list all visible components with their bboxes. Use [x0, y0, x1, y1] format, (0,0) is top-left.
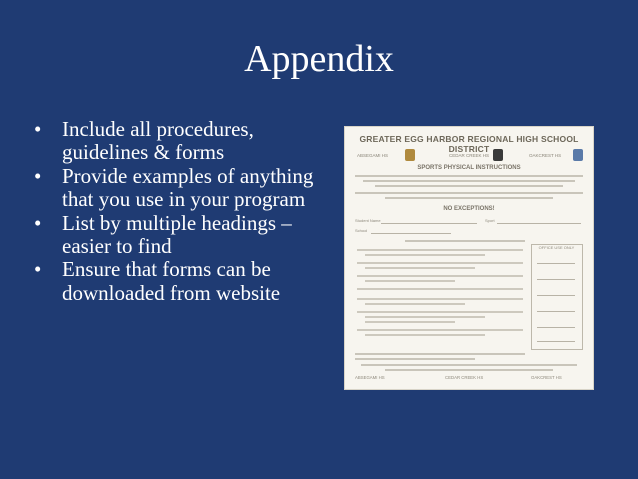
text-line	[385, 369, 553, 371]
student-name-label: Student Name	[355, 218, 381, 223]
office-line	[537, 295, 575, 296]
office-use-box	[531, 244, 583, 350]
document-subtitle: SPORTS PHYSICAL INSTRUCTIONS	[417, 165, 521, 171]
form-item-line	[365, 321, 455, 323]
form-item-line	[365, 303, 465, 305]
text-line	[385, 197, 553, 199]
bullet-text: Ensure that forms can be downloaded from website	[62, 257, 281, 305]
form-item-line	[365, 267, 475, 269]
text-line	[355, 175, 583, 177]
bullet-dot: •	[34, 210, 42, 235]
school-name: OAKCREST HS	[529, 153, 562, 158]
form-document-image	[345, 127, 593, 389]
footer-school: CEDAR CREEK HS	[445, 375, 484, 380]
school-row	[353, 148, 585, 164]
school-logo-icon	[493, 149, 503, 161]
form-item-line	[357, 249, 523, 251]
footer-school: ABSEGAMI HS	[355, 375, 385, 380]
bullet-item	[34, 118, 334, 165]
bullet-text: Provide examples of anything that you use in your program	[62, 163, 314, 212]
text-line	[355, 353, 525, 355]
form-item-line	[365, 280, 455, 282]
bullet-item	[34, 212, 334, 259]
form-item-line	[365, 334, 485, 336]
office-line	[537, 279, 575, 280]
office-use-label: OFFICE USE ONLY	[538, 245, 575, 250]
bullet-item	[34, 165, 334, 212]
form-item-line	[357, 329, 523, 331]
sport-label: Sport	[485, 218, 495, 223]
document-header: GREATER EGG HARBOR REGIONAL HIGH SCHOOL DISTRICT	[359, 134, 579, 154]
text-line	[355, 358, 475, 360]
school-label: School	[355, 228, 368, 233]
form-item-line	[365, 316, 485, 318]
form-item-line	[357, 288, 523, 290]
form-item-line	[365, 254, 485, 256]
bullet-text: Include all procedures, guidelines & forms	[62, 117, 254, 165]
text-line	[363, 180, 575, 182]
bullet-dot: •	[34, 117, 42, 141]
field-line	[371, 233, 451, 234]
office-line	[537, 341, 575, 342]
text-line	[361, 364, 577, 366]
bullet-dot: •	[34, 257, 42, 282]
no-exceptions-heading: NO EXCEPTIONS!	[443, 206, 495, 212]
school-logo-icon	[573, 149, 583, 161]
bullet-dot: •	[34, 163, 42, 188]
school-logo-icon	[405, 149, 415, 161]
office-line	[537, 311, 575, 312]
form-item-line	[357, 275, 523, 277]
form-item-line	[357, 311, 523, 313]
text-line	[405, 240, 525, 242]
slide-title: Appendix	[244, 38, 394, 80]
bullet-list	[34, 118, 334, 305]
office-line	[537, 327, 575, 328]
footer-school: OAKCREST HS	[531, 375, 562, 380]
school-name: CEDAR CREEK HS	[449, 153, 490, 158]
form-item-line	[357, 298, 523, 300]
bullet-text: List by multiple headings – easier to find	[62, 210, 292, 259]
text-line	[355, 192, 583, 194]
field-line	[497, 223, 581, 224]
text-line	[375, 185, 563, 187]
bullet-item	[34, 258, 334, 305]
form-item-line	[357, 262, 523, 264]
office-line	[537, 263, 575, 264]
field-line	[381, 223, 477, 224]
school-name: ABSEGAMI HS	[357, 153, 389, 158]
